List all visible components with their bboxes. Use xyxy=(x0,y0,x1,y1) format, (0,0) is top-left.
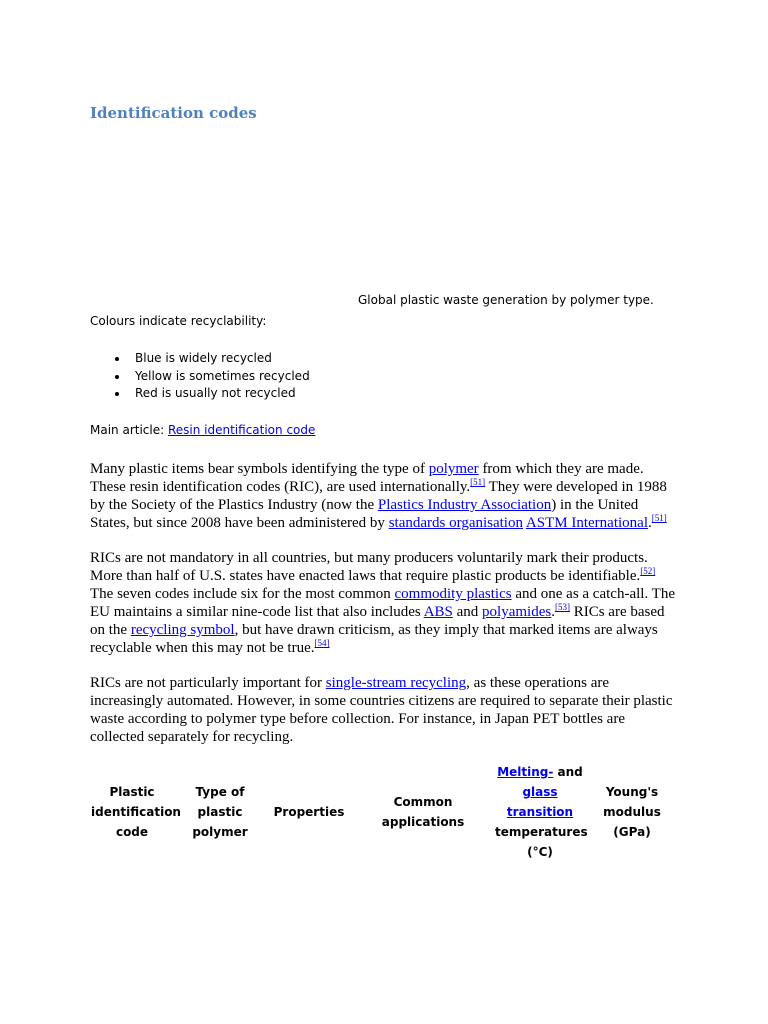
paragraph-3 xyxy=(90,674,678,746)
commodity-plastics-link[interactable]: commodity plastics xyxy=(394,586,512,602)
text: The seven codes include six for the most common xyxy=(90,586,395,602)
recycling-symbol-link[interactable]: recycling symbol xyxy=(130,622,235,638)
text: from which they are made. These resin identification codes (RIC), are used internationally. xyxy=(90,461,644,495)
section-heading: Identification codes xyxy=(90,104,257,122)
text: . xyxy=(647,515,652,531)
text: ) in the United States, but since 2008 have been administered by xyxy=(90,497,639,531)
citation-54-link[interactable]: [54] xyxy=(314,638,330,648)
text: , but have drawn criticism, as they imply that marked items are always recyclable when this may not be true. xyxy=(90,622,658,656)
text: and one as a catch-all. The EU maintains a similar nine-code list that also includes xyxy=(90,586,675,620)
header-youngs-modulus: Young's modulus (GPa) xyxy=(603,785,661,839)
header-plastic-identification-code: Plastic identification code xyxy=(91,785,181,839)
text: and xyxy=(452,604,483,620)
recyclability-list xyxy=(90,350,678,403)
list-item: Red is usually not recycled xyxy=(90,385,678,403)
paragraph-1 xyxy=(90,460,678,532)
glass-transition-link[interactable]: glass transition xyxy=(506,785,574,819)
list-item: Blue is widely recycled xyxy=(90,350,678,368)
standards-organisation-link[interactable]: standards organisation xyxy=(388,515,523,531)
single-stream-recycling-link[interactable]: single-stream recycling xyxy=(325,675,467,691)
text: RICs are not mandatory in all countries, but many producers voluntarily mark their products. More than half of U.S. states have enacted laws that require plastic products be identifiable. xyxy=(90,550,648,584)
header-common-applications: Common applications xyxy=(381,795,465,829)
text: RICs are not particularly important for xyxy=(90,675,326,691)
citation-52-link[interactable]: [52] xyxy=(640,566,656,576)
citation-53-link[interactable]: [53] xyxy=(554,602,570,612)
melting-link[interactable]: Melting- xyxy=(497,765,554,779)
text: , as these operations are increasingly automated. However, in some countries citizens are required to separate their plastic waste according to polymer type before collection. For instance, in Japan PET bottles are collected separately for recycling. xyxy=(90,675,673,745)
text: . xyxy=(551,604,555,620)
header-properties: Properties xyxy=(273,805,345,819)
main-article-prefix: Main article: xyxy=(90,423,168,437)
plastics-industry-association-link[interactable]: Plastics Industry Association xyxy=(377,497,552,513)
paragraph-2 xyxy=(90,549,678,657)
text: RICs are based on the xyxy=(90,604,665,638)
main-article-note xyxy=(90,421,315,439)
list-item: Yellow is sometimes recycled xyxy=(90,368,678,386)
text: Many plastic items bear symbols identifying the type of xyxy=(90,461,429,477)
text: temperatures (°C) xyxy=(495,825,588,859)
text: They were developed in 1988 by the Society of the Plastics Industry (now the xyxy=(90,479,667,513)
polyamides-link[interactable]: polyamides xyxy=(482,604,552,620)
ric-table xyxy=(90,762,678,862)
polymer-link[interactable]: polymer xyxy=(428,461,479,477)
citation-51-link[interactable]: [51] xyxy=(470,477,486,487)
resin-identification-code-link[interactable]: Resin identification code xyxy=(167,423,316,437)
abs-link[interactable]: ABS xyxy=(423,604,453,620)
table-header-row xyxy=(90,762,678,862)
citation-51-link[interactable]: [51] xyxy=(651,513,667,523)
header-type-of-plastic-polymer: Type of plastic polymer xyxy=(192,785,248,839)
astm-international-link[interactable]: ASTM International xyxy=(525,515,648,531)
header-temperatures xyxy=(494,762,586,862)
figure-caption: Global plastic waste generation by polymer type. Colours indicate recyclability: xyxy=(90,293,654,328)
text: and xyxy=(553,765,583,779)
